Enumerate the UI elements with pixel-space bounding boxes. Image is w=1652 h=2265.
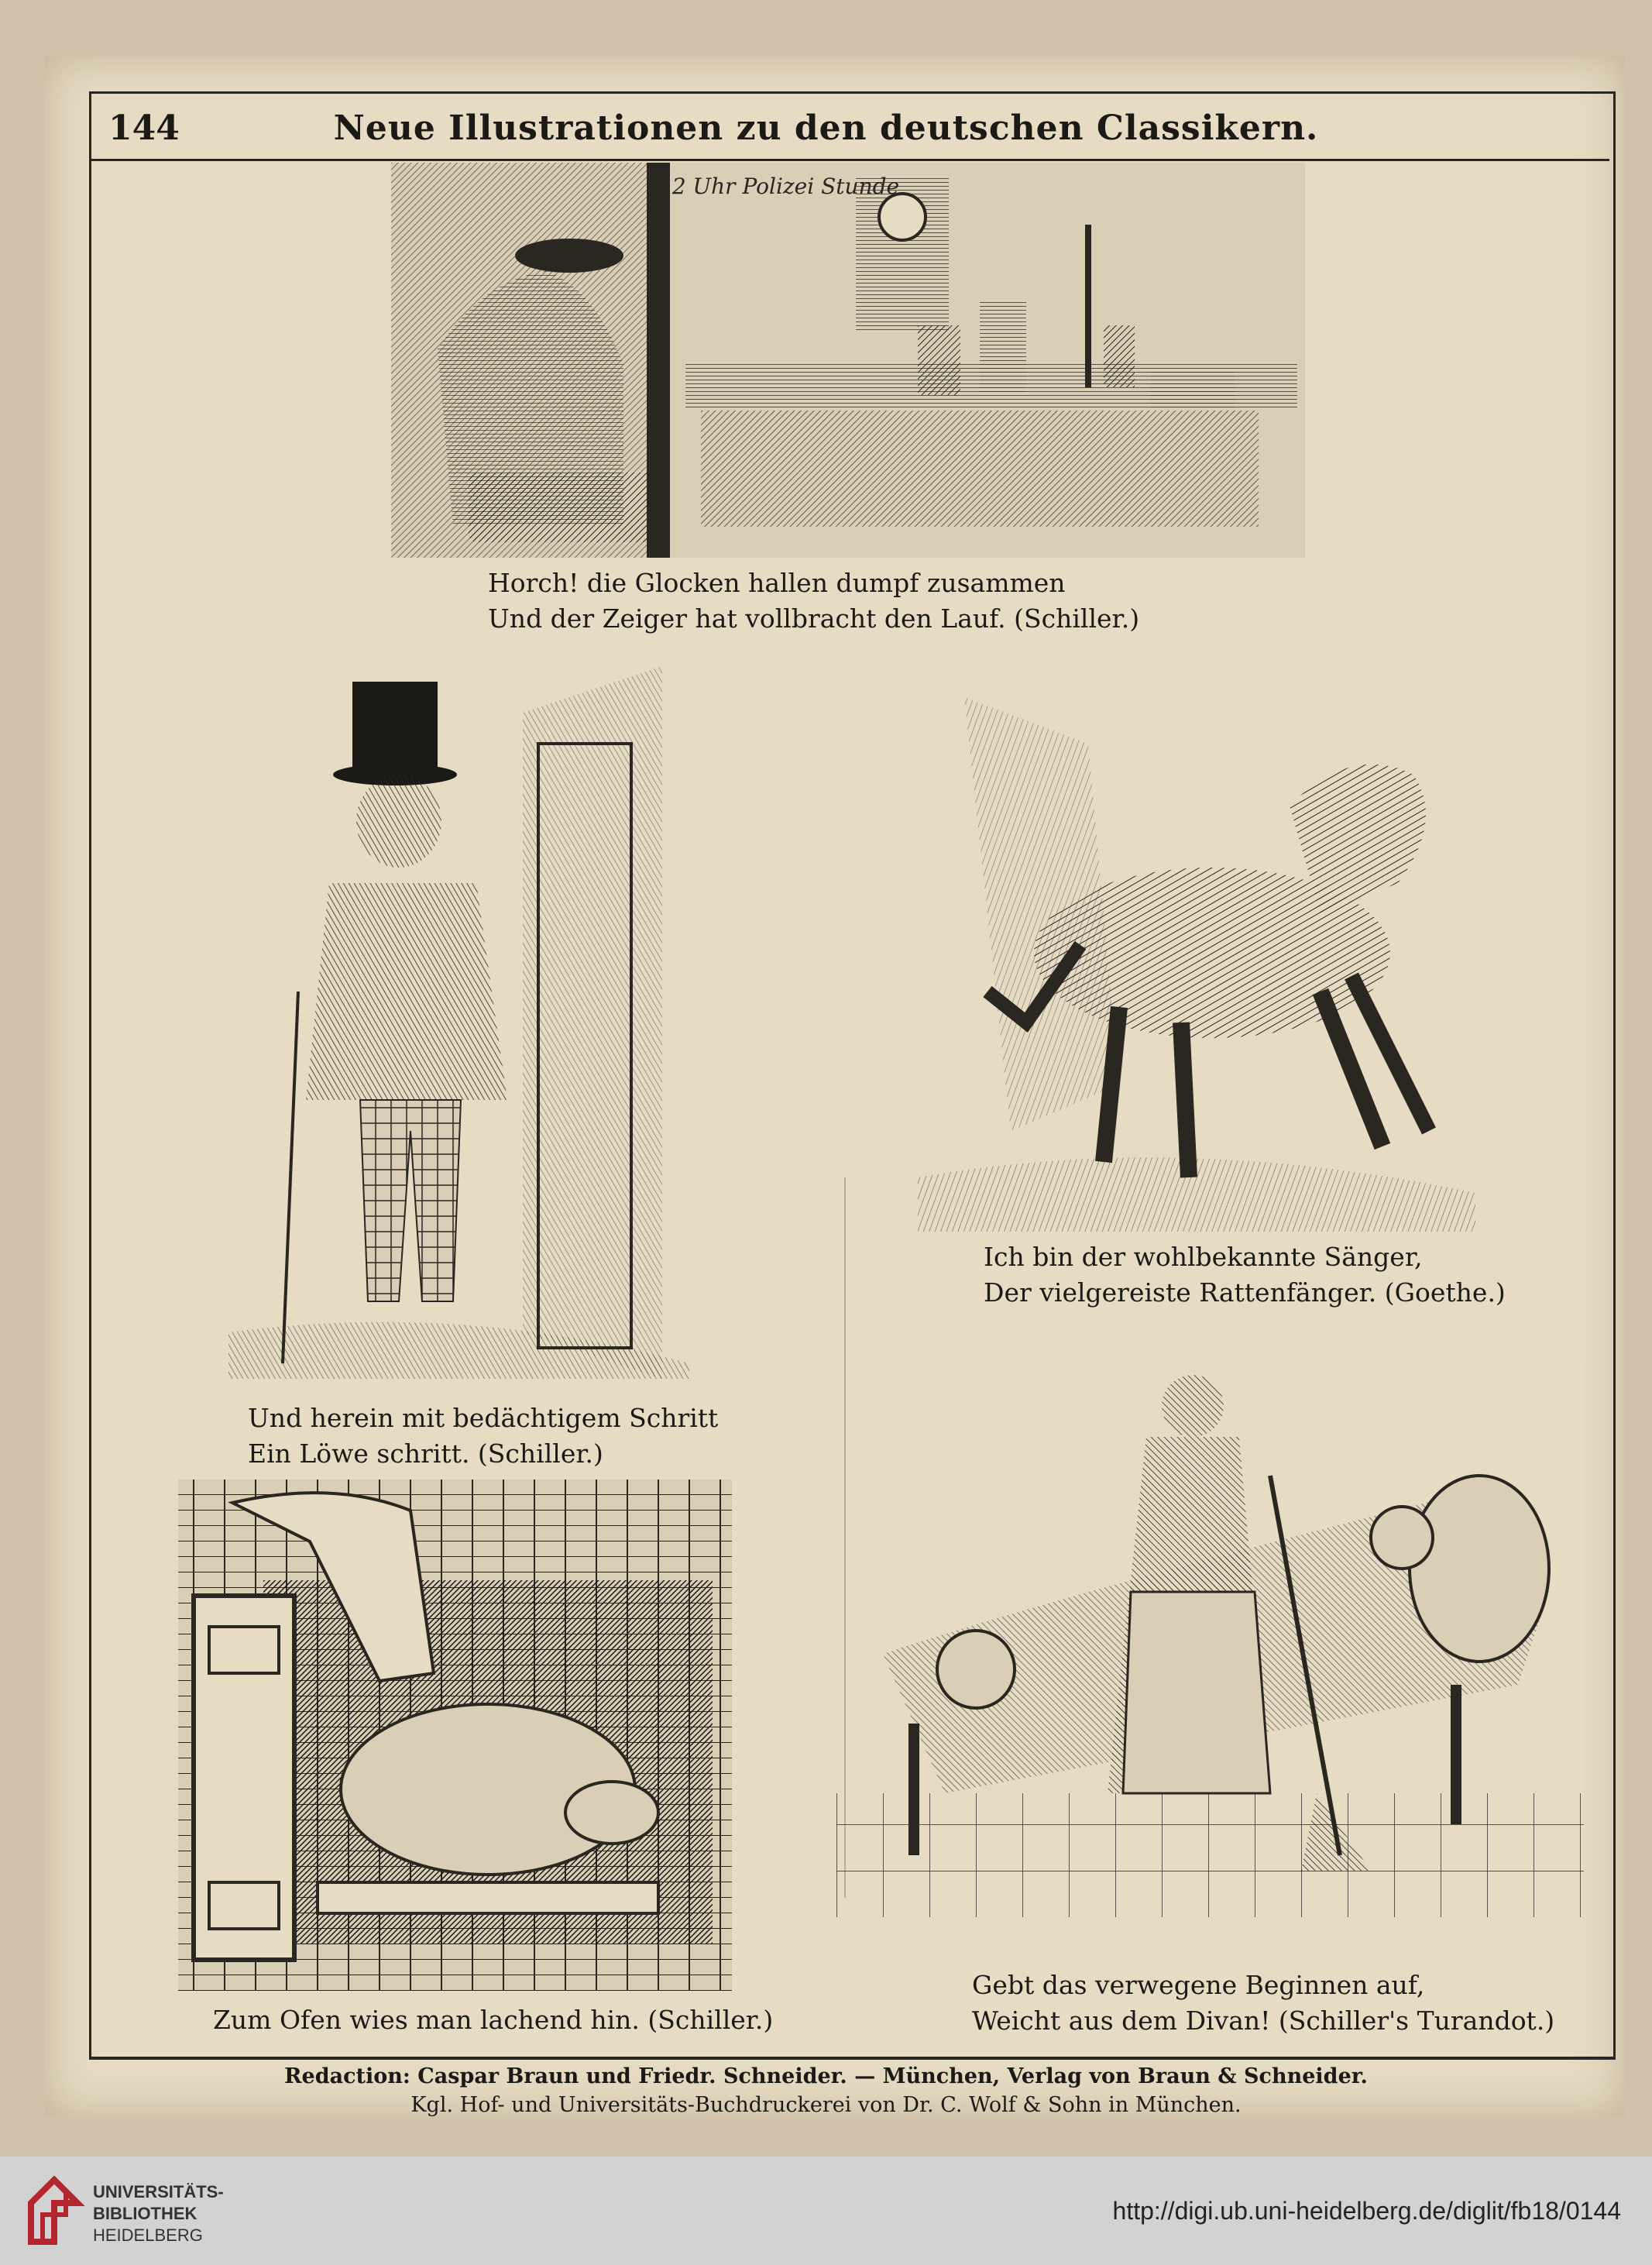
caption-dog-line-2: Der vielgereiste Rattenfänger. (Goethe.) [984, 1277, 1506, 1308]
source-url-link[interactable]: http://digi.ub.uni-heidelberg.de/diglit/fb18/0144 [1112, 2197, 1621, 2225]
illustration-divan [836, 1359, 1584, 1917]
page-title: Neue Illustrationen zu den deutschen Classikern. [333, 108, 1319, 148]
library-bar [0, 2157, 1652, 2265]
imprint-line-1: Redaction: Caspar Braun und Friedr. Schneider. — München, Verlag von Braun & Schneider. [284, 2064, 1368, 2088]
illustration-dandy-door [228, 666, 689, 1379]
caption-divan-line-1: Gebt das verwegene Beginnen auf, [972, 1970, 1425, 2000]
illustration-clock-tavern [391, 163, 1305, 558]
engraving-clock-tavern [391, 163, 1305, 558]
illustration-pig-oven [178, 1480, 732, 1991]
engraving-divan [836, 1359, 1584, 1917]
caption-dog-line-1: Ich bin der wohlbekannte Sänger, [984, 1242, 1423, 1272]
header-rule [91, 159, 1609, 161]
footer-rule [89, 2057, 1613, 2059]
polizei-stunde-sign: 12 Uhr Polizei Stunde [658, 174, 900, 199]
caption-clock-line-2: Und der Zeiger hat vollbracht den Lauf. (Schiller.) [488, 603, 1140, 634]
caption-divan-line-2: Weicht aus dem Divan! (Schiller's Turandot.) [972, 2006, 1555, 2036]
library-name [93, 2181, 224, 2246]
library-name-line-2: BIBLIOTHEK [93, 2204, 197, 2223]
library-name-line-1: UNIVERSITÄTS- [93, 2182, 224, 2201]
library-logo-icon [23, 2172, 85, 2250]
engraving-pig-oven [178, 1480, 732, 1991]
library-name-line-3: HEIDELBERG [93, 2225, 203, 2245]
illustration-dog [887, 697, 1475, 1232]
column-divider [844, 1177, 846, 1898]
caption-dandy-line-1: Und herein mit bedächtigem Schritt [248, 1403, 719, 1433]
caption-dandy-line-2: Ein Löwe schritt. (Schiller.) [248, 1438, 603, 1469]
engraving-dog [887, 697, 1475, 1232]
engraving-dandy-door [228, 666, 689, 1379]
caption-pig: Zum Ofen wies man lachend hin. (Schiller.) [213, 2005, 774, 2035]
page-number: 144 [108, 108, 180, 148]
imprint-line-2: Kgl. Hof- und Universitäts-Buchdruckerei von Dr. C. Wolf & Sohn in München. [410, 2093, 1242, 2117]
caption-clock-line-1: Horch! die Glocken hallen dumpf zusammen [488, 568, 1066, 598]
